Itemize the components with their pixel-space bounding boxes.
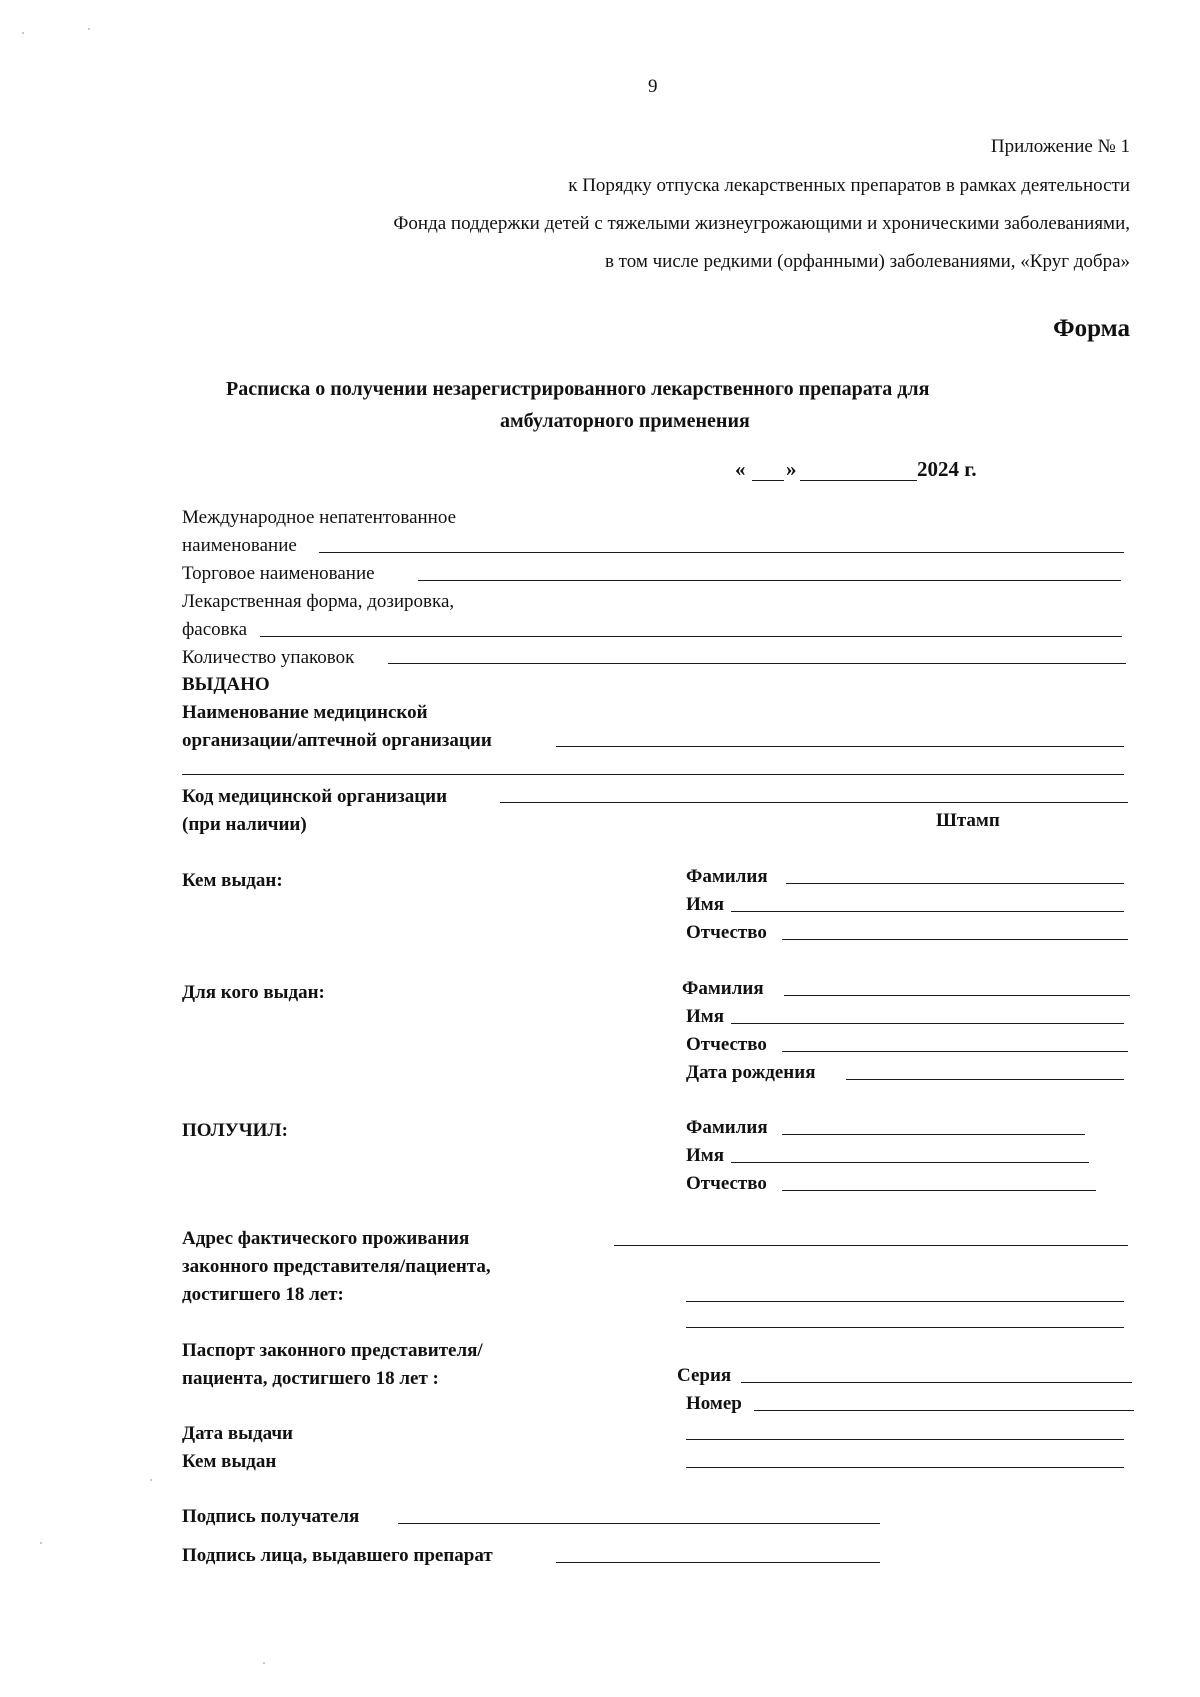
document-title-line-1: Расписка о получении незарегистрированного лекарственного препарата для	[226, 378, 930, 400]
issued-by-patronymic-label: Отчество	[686, 922, 767, 943]
appendix-line-4: в том числе редкими (орфанными) заболеваниями, «Круг добра»	[604, 251, 1130, 272]
scan-speck	[40, 1542, 42, 1544]
issued-for-patronymic-field[interactable]	[782, 1051, 1128, 1052]
issued-for-surname-field[interactable]	[784, 995, 1130, 996]
received-surname-field[interactable]	[782, 1134, 1085, 1135]
stamp-label: Штамп	[936, 810, 1000, 831]
appendix-line-1: Приложение № 1	[990, 136, 1130, 157]
issued-by-name-label: Имя	[686, 894, 724, 915]
packages-label: Количество упаковок	[182, 647, 355, 668]
document-title-line-2: амбулаторного применения	[500, 410, 750, 432]
inn-label-line-1: Международное непатентованное	[182, 507, 456, 528]
passport-issued-by-field[interactable]	[686, 1467, 1124, 1468]
form-label: Форма	[1053, 315, 1130, 342]
address-field-line-3[interactable]	[686, 1327, 1124, 1328]
issuer-signature-field[interactable]	[556, 1562, 880, 1563]
passport-label-line-2: пациента, достигшего 18 лет :	[182, 1368, 439, 1389]
received-name-label: Имя	[686, 1145, 724, 1166]
received-label: ПОЛУЧИЛ:	[182, 1120, 288, 1141]
passport-number-field[interactable]	[754, 1410, 1134, 1411]
address-label-line-3: достигшего 18 лет:	[182, 1284, 344, 1305]
trade-name-field[interactable]	[418, 580, 1121, 581]
date-open-quote: «	[735, 457, 746, 481]
date-day-blank[interactable]	[752, 480, 784, 481]
issued-for-name-field[interactable]	[731, 1023, 1124, 1024]
date-close-quote: »	[786, 457, 797, 481]
issued-for-label: Для кого выдан:	[182, 982, 325, 1003]
issued-for-birth-date-field[interactable]	[846, 1079, 1124, 1080]
date-year: 2024 г.	[917, 457, 977, 481]
org-code-label-line-2: (при наличии)	[182, 814, 307, 835]
issued-for-surname-label: Фамилия	[682, 978, 764, 999]
passport-issued-by-label: Кем выдан	[182, 1451, 277, 1472]
received-patronymic-field[interactable]	[782, 1190, 1096, 1191]
org-field[interactable]	[556, 746, 1124, 747]
issued-by-label: Кем выдан:	[182, 870, 283, 891]
scan-speck	[263, 1662, 265, 1664]
issued-for-birth-date-label: Дата рождения	[686, 1062, 816, 1083]
org-label-line-1: Наименование медицинской	[182, 702, 428, 723]
address-field-line-1[interactable]	[614, 1245, 1128, 1246]
passport-label-line-1: Паспорт законного представителя/	[182, 1340, 483, 1361]
scan-speck	[88, 28, 90, 30]
received-surname-label: Фамилия	[686, 1117, 768, 1138]
inn-field[interactable]	[319, 552, 1124, 553]
org-field-extra-line[interactable]	[182, 774, 1124, 775]
received-name-field[interactable]	[731, 1162, 1089, 1163]
address-label-line-2: законного представителя/пациента,	[182, 1256, 491, 1277]
issued-by-surname-field[interactable]	[786, 883, 1124, 884]
issuer-signature-label: Подпись лица, выдавшего препарат	[182, 1545, 493, 1566]
appendix-line-3: Фонда поддержки детей с тяжелыми жизнеугрожающими и хроническими заболеваниями,	[393, 213, 1130, 234]
trade-name-label: Торговое наименование	[182, 563, 375, 584]
passport-series-label: Серия	[677, 1365, 732, 1386]
appendix-line-2: к Порядку отпуска лекарственных препаратов в рамках деятельности	[568, 175, 1130, 196]
org-code-field[interactable]	[500, 802, 1128, 803]
issued-by-patronymic-field[interactable]	[782, 939, 1128, 940]
dosage-label-line-2: фасовка	[182, 619, 248, 640]
issued-for-name-label: Имя	[686, 1006, 724, 1027]
passport-issue-date-label: Дата выдачи	[182, 1423, 294, 1444]
issued-for-patronymic-label: Отчество	[686, 1034, 767, 1055]
scan-speck	[150, 1479, 152, 1481]
issued-by-surname-label: Фамилия	[686, 866, 768, 887]
packages-field[interactable]	[388, 663, 1126, 664]
recipient-signature-label: Подпись получателя	[182, 1506, 360, 1527]
received-patronymic-label: Отчество	[686, 1173, 767, 1194]
passport-series-field[interactable]	[741, 1382, 1132, 1383]
page-number: 9	[648, 76, 658, 97]
org-code-label-line-1: Код медицинской организации	[182, 786, 448, 807]
issued-heading: ВЫДАНО	[182, 674, 270, 695]
address-label-line-1: Адрес фактического проживания	[182, 1228, 470, 1249]
org-label-line-2: организации/аптечной организации	[182, 730, 492, 751]
address-field-line-2[interactable]	[686, 1301, 1124, 1302]
dosage-field[interactable]	[260, 636, 1122, 637]
scan-speck	[22, 32, 24, 34]
issued-by-name-field[interactable]	[731, 911, 1124, 912]
dosage-label-line-1: Лекарственная форма, дозировка,	[182, 591, 455, 612]
recipient-signature-field[interactable]	[398, 1523, 880, 1524]
inn-label-line-2: наименование	[182, 535, 297, 556]
date-month-blank[interactable]	[800, 480, 917, 481]
passport-number-label: Номер	[686, 1393, 742, 1414]
passport-issue-date-field[interactable]	[686, 1439, 1124, 1440]
